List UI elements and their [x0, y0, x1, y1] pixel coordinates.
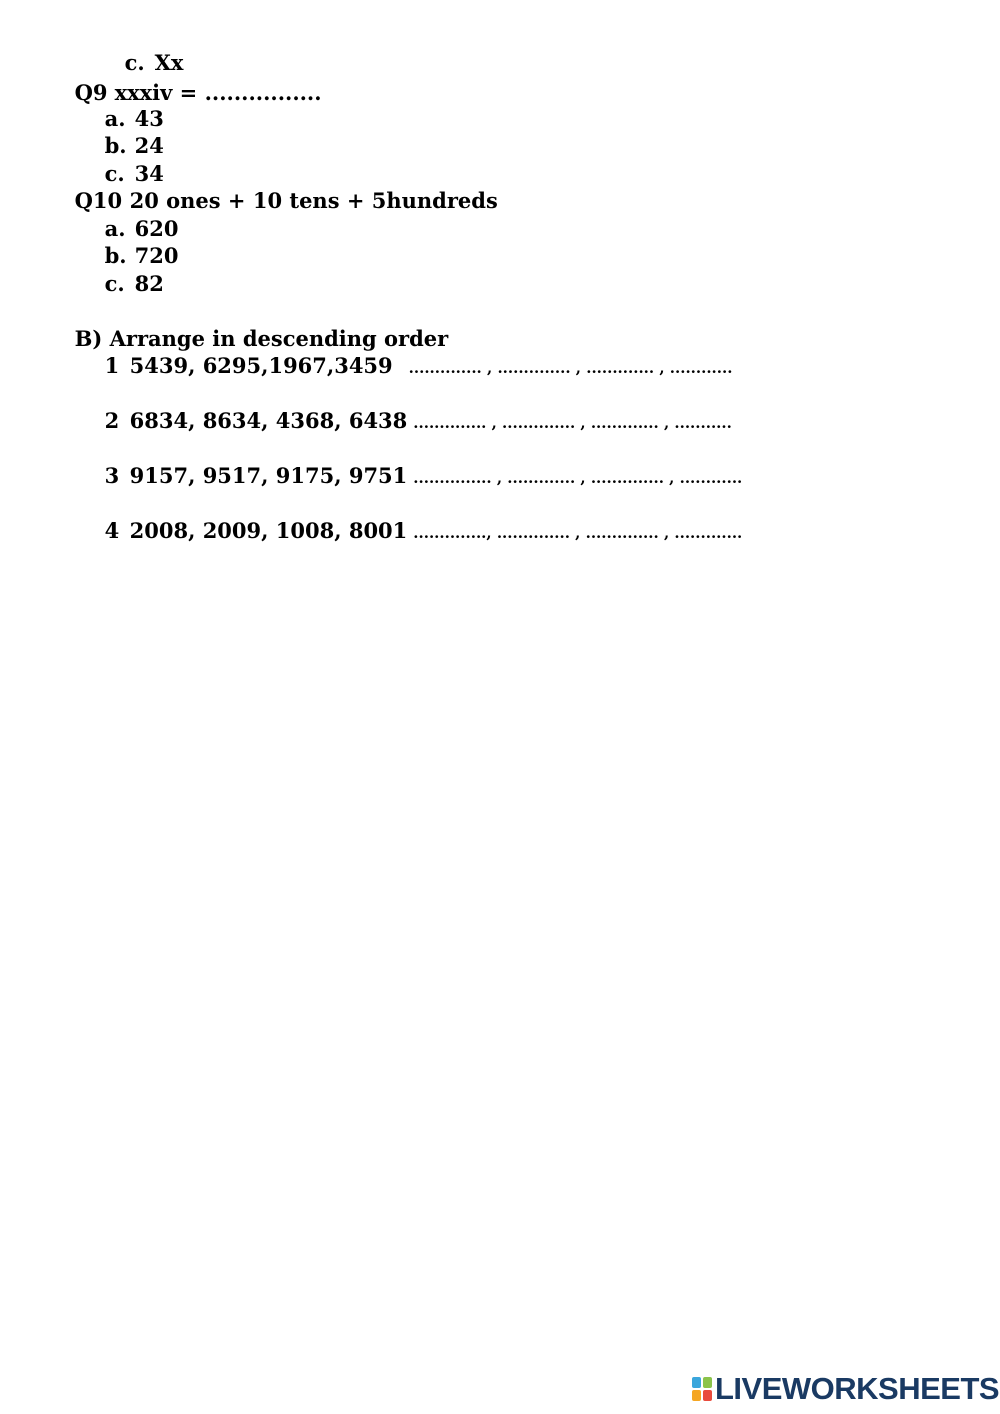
- item-number: 1: [104, 353, 120, 378]
- option-text: 43: [134, 106, 164, 131]
- option-mark: b.: [104, 243, 127, 268]
- arrange-item-3: [90, 437, 742, 491]
- answer-blank[interactable]: .............. , .............. , ............. , ...........: [413, 414, 732, 432]
- logo-tile-e: [703, 1390, 712, 1401]
- item-number: 4: [104, 518, 120, 543]
- question-number: Q10: [74, 188, 123, 213]
- item-numbers: 6834, 8634, 4368, 6438: [129, 408, 408, 433]
- item-number: 2: [104, 408, 120, 433]
- arrange-item-4: [90, 492, 742, 546]
- logo-tile-v: [692, 1390, 701, 1401]
- section-label: B): [74, 326, 103, 351]
- item-numbers: 9157, 9517, 9175, 9751: [129, 463, 408, 488]
- question-number: Q9: [74, 80, 108, 105]
- option-text: 34: [134, 161, 164, 186]
- arrange-item-2: [90, 382, 732, 436]
- option-mark: c.: [124, 50, 145, 75]
- question-text: 20 ones + 10 tens + 5hundreds: [129, 188, 498, 213]
- option-mark: b.: [104, 133, 127, 158]
- arrange-item-1: [90, 327, 732, 381]
- item-numbers: 2008, 2009, 1008, 8001: [129, 518, 408, 543]
- answer-blank[interactable]: .............., .............. , .............. , .............: [413, 524, 743, 542]
- option-text: 620: [134, 216, 179, 241]
- option-mark: a.: [104, 106, 126, 131]
- logo-icon: [692, 1377, 712, 1401]
- answer-blank[interactable]: .............. , .............. , ............. , ............: [408, 359, 733, 377]
- option-mark: c.: [104, 271, 125, 296]
- logo-tile-l: [692, 1377, 701, 1388]
- question-text: xxxiv = ................: [114, 80, 322, 105]
- liveworksheets-logo: [692, 1371, 1000, 1406]
- section-heading-text: Arrange in descending order: [109, 326, 449, 351]
- answer-blank[interactable]: ............... , ............. , .............. , ............: [413, 469, 743, 487]
- option-text: 82: [134, 271, 164, 296]
- option-text: Xx: [154, 50, 184, 75]
- logo-text: LIVEWORKSHEETS: [715, 1371, 1000, 1406]
- option-mark: a.: [104, 216, 126, 241]
- item-numbers: 5439, 6295,1967,3459: [129, 353, 393, 378]
- item-number: 3: [104, 463, 120, 488]
- option-text: 24: [134, 133, 164, 158]
- q10-option-c[interactable]: [90, 245, 164, 297]
- option-text: 720: [134, 243, 179, 268]
- logo-tile-i: [703, 1377, 712, 1388]
- option-mark: c.: [104, 161, 125, 186]
